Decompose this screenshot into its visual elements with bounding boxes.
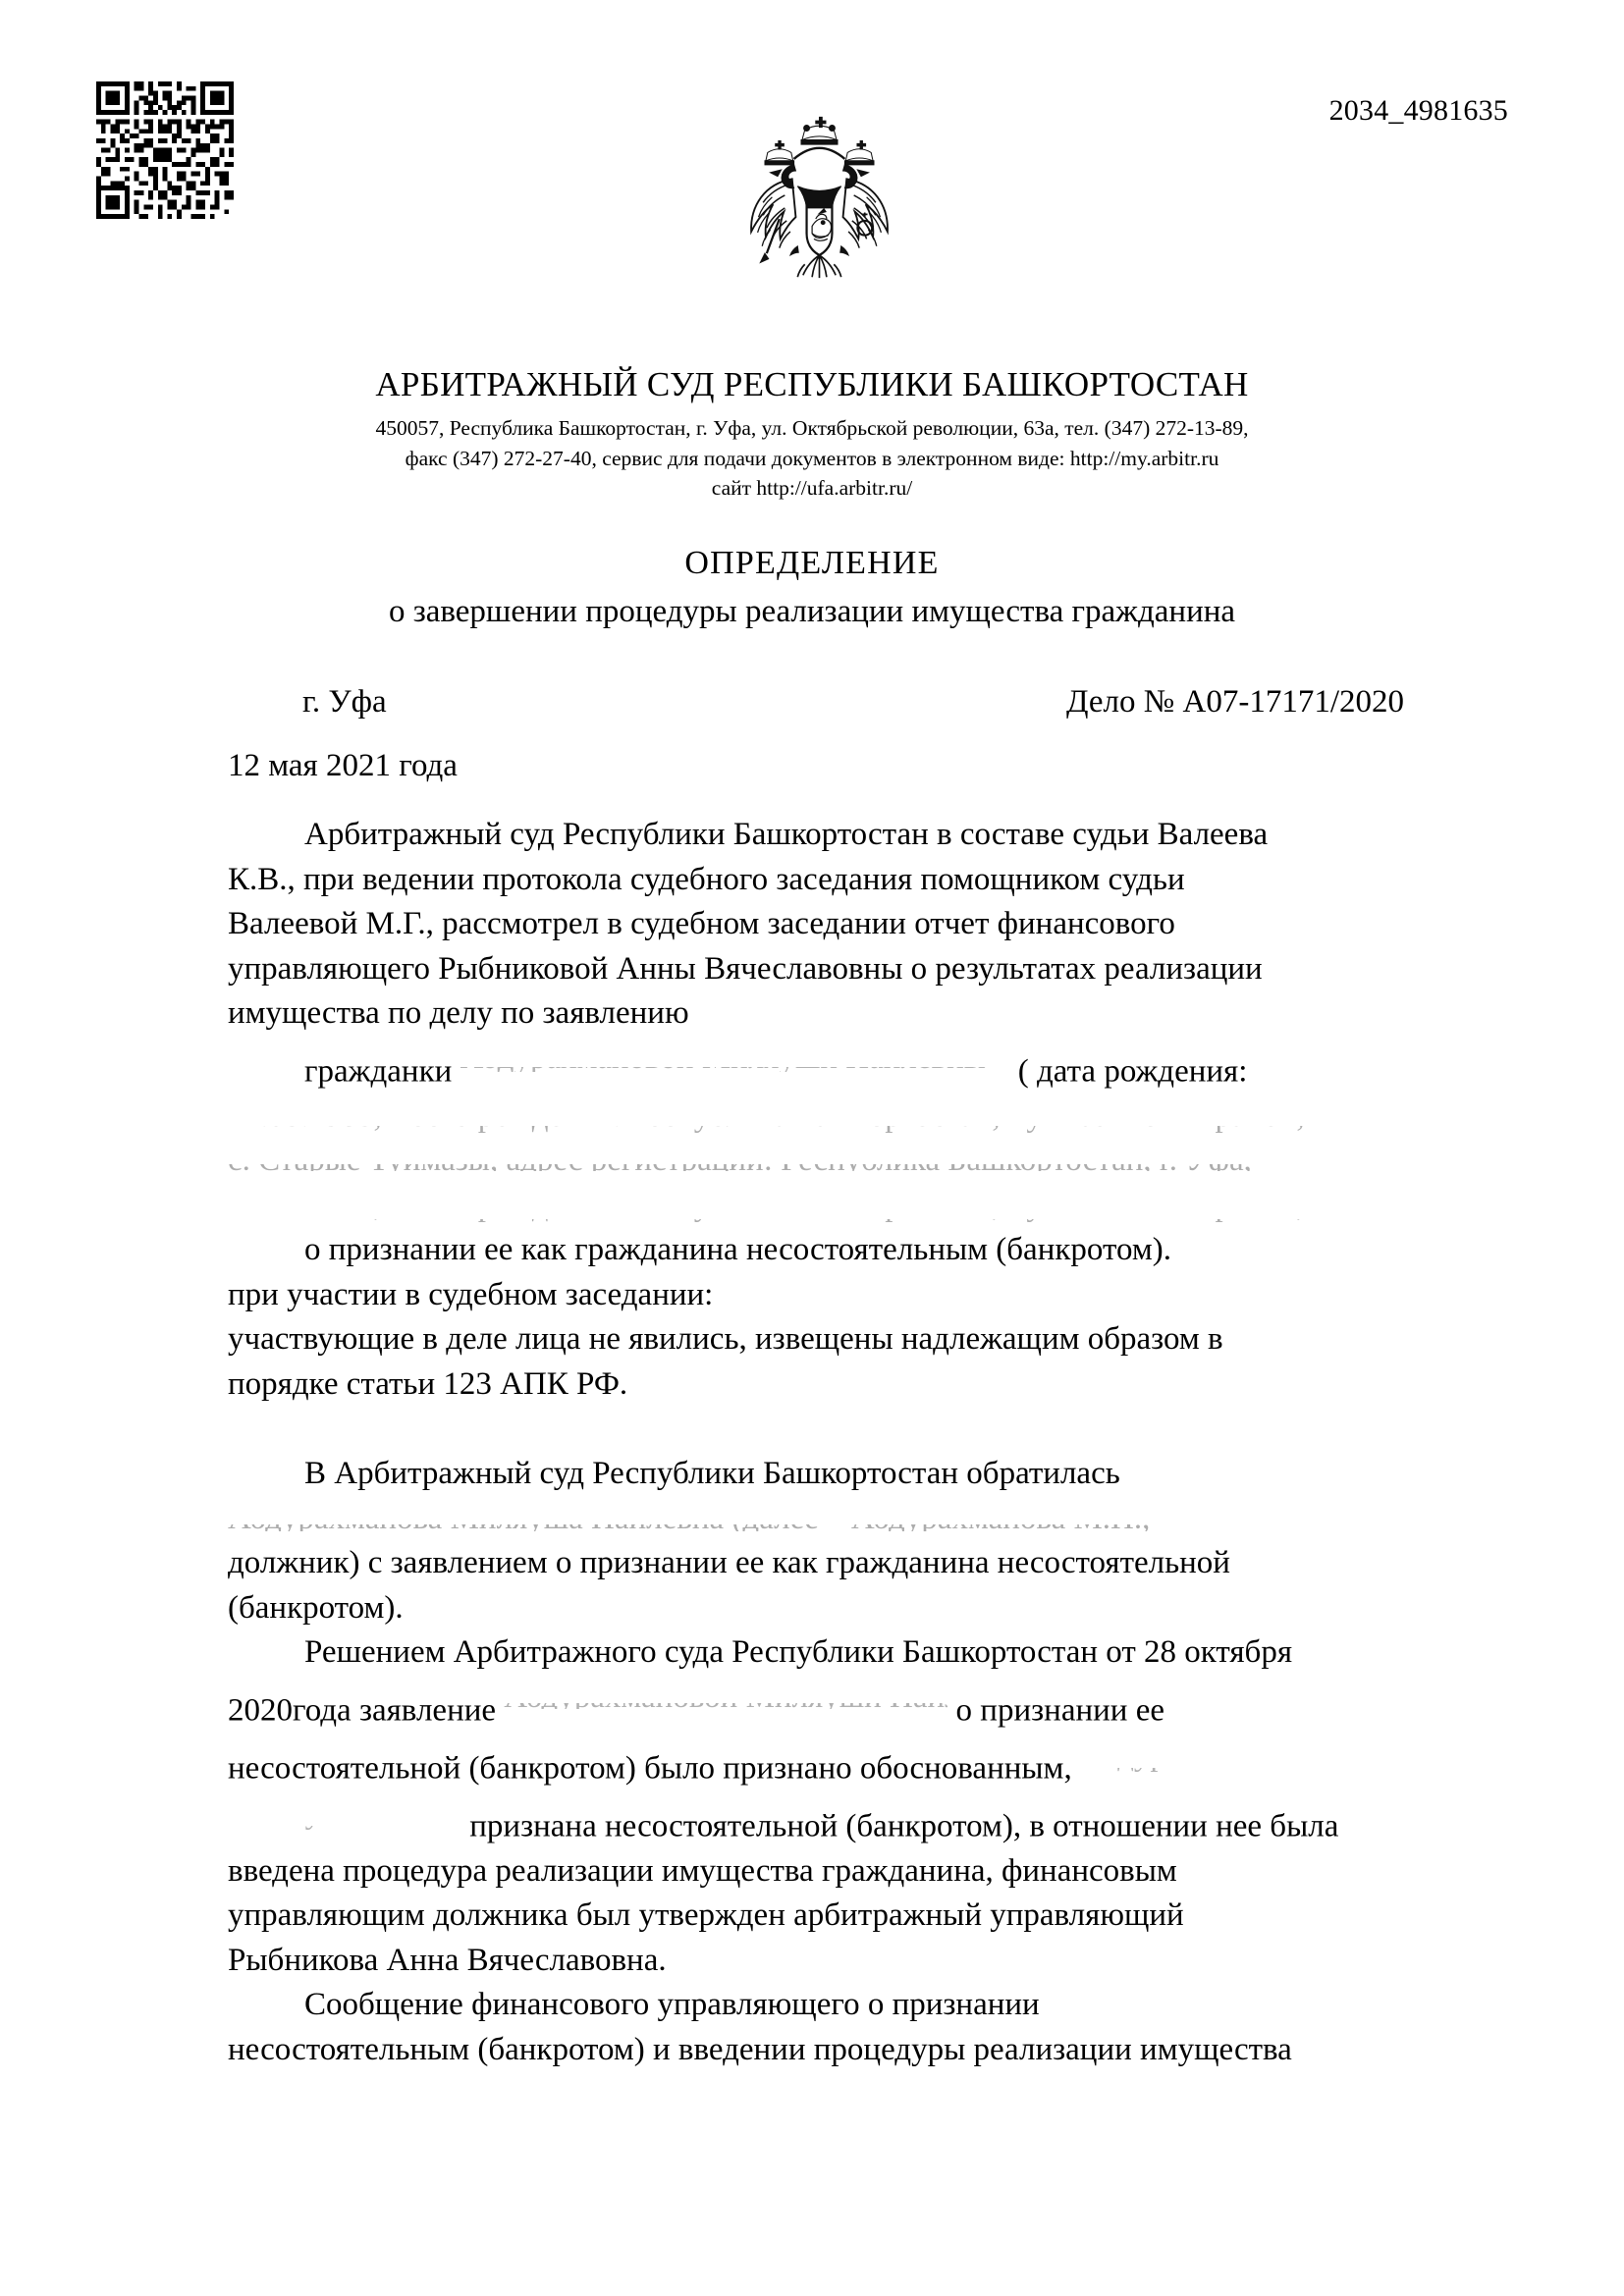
redacted-name-inline <box>504 1676 947 1721</box>
page-header-band <box>0 0 1624 294</box>
body-line-row <box>228 1939 1418 1984</box>
court-website-line: сайт http://ufa.arbitr.ru/ <box>711 476 913 501</box>
paragraph-composition <box>228 813 1418 858</box>
redaction-mask <box>1080 1734 1333 1768</box>
body-line: введена процедура реализации имущества гражданина, финансовым <box>228 1852 1177 1889</box>
court-address-line: 450057, Республика Башкортостан, г. Уфа, ул. Октябрьской революции, 63а, тел. (347) 272-13-89, <box>375 416 1249 441</box>
body-line-row <box>228 1273 1418 1318</box>
case-city: г. Уфа <box>302 684 387 720</box>
body-line: несостоятельной (банкротом) было признано обоснованным, <box>228 1750 1072 1786</box>
document-body <box>228 813 1418 2072</box>
redaction-mask <box>228 1497 1418 1525</box>
document-title-block <box>0 545 1624 630</box>
paragraph-spacer <box>228 1407 1418 1452</box>
birthdate-label: ( дата рождения: <box>1017 1053 1248 1089</box>
document-code: 2034_4981635 <box>1328 94 1508 127</box>
redaction-mask <box>504 1709 947 1720</box>
paragraph-application <box>228 1452 1418 1497</box>
redaction-mask <box>228 1171 1418 1184</box>
case-number: Дело № А07-17171/2020 <box>1065 684 1404 720</box>
redaction-mask <box>228 1184 1418 1219</box>
body-line: признана несостоятельной (банкротом), в отношении нее была <box>469 1808 1339 1843</box>
body-line: участвующие в деле лица не явились, извещены надлежащим образом в <box>228 1321 1223 1357</box>
body-line-row <box>228 991 1418 1037</box>
redaction-mask <box>228 1833 461 1836</box>
document-subtitle: о завершении процедуры реализации имущества гражданина <box>388 594 1236 629</box>
debtor-prefix: гражданки <box>304 1053 453 1089</box>
court-name: АРБИТРАЖНЫЙ СУД РЕСПУБЛИКИ БАШКОРТОСТАН <box>375 365 1249 403</box>
court-header <box>0 365 1624 504</box>
body-line: Сообщение финансового управляющего о признании <box>304 1987 1040 2022</box>
body-line: Рыбникова Анна Вячеславовна. <box>228 1942 667 1978</box>
body-line-row <box>228 1317 1418 1362</box>
body-line: имущества по делу по заявлению <box>228 995 689 1031</box>
body-line-row <box>228 1849 1418 1895</box>
decision-line-recognised <box>228 1734 1418 1791</box>
decision-suffix: о признании ее <box>955 1692 1164 1728</box>
decision-prefix: 2020года заявление <box>228 1692 497 1728</box>
redaction-mask <box>228 1139 1418 1164</box>
court-contacts <box>0 413 1624 504</box>
body-line-row <box>228 1541 1418 1586</box>
body-line-row <box>228 947 1418 992</box>
redaction-mask <box>460 1037 1010 1068</box>
document-date: 12 мая 2021 года <box>228 748 458 783</box>
decision-line-bankrupt <box>228 1791 1418 1849</box>
body-line-row <box>228 902 1418 947</box>
body-line-row <box>228 858 1418 903</box>
body-line-row <box>228 2028 1418 2073</box>
body-line: управляющего Рыбниковой Анны Вячеславовны о результатах реализации <box>228 950 1263 987</box>
case-header-row <box>228 684 1416 721</box>
redaction-mask <box>504 1676 947 1703</box>
redacted-applicant-line <box>228 1497 1418 1542</box>
body-line: (банкротом). <box>228 1589 404 1626</box>
decision-line-with-redaction <box>228 1676 1418 1734</box>
redacted-identity-line-a <box>228 1095 1418 1140</box>
body-line: должник) с заявлением о признании ее как гражданина несостоятельной <box>228 1545 1230 1580</box>
body-line: при участии в судебном заседании: <box>228 1276 714 1312</box>
paragraph-debtor-identity <box>228 1037 1418 1095</box>
redaction-mask <box>1080 1775 1333 1778</box>
body-line: управляющим должника был утвержден арбитражный управляющий <box>228 1897 1184 1933</box>
body-line: К.В., при ведении протокола судебного заседания помощником судьи <box>228 861 1185 897</box>
paragraph-decision <box>228 1630 1418 1676</box>
page-title: ОПРЕДЕЛЕНИЕ <box>684 545 940 581</box>
paragraph-notice <box>228 1983 1418 2028</box>
redaction-mask <box>228 1791 461 1826</box>
redaction-mask <box>228 1531 1418 1541</box>
redacted-identity-line-b <box>228 1139 1418 1184</box>
body-line: о признании ее как гражданина несостоятельным (банкротом). <box>304 1232 1171 1267</box>
redaction-mask <box>460 1072 1010 1081</box>
body-line: Решением Арбитражного суда Республики Башкортостан от 28 октября <box>304 1634 1293 1670</box>
body-line: Валеевой М.Г., рассмотрел в судебном заседании отчет финансового <box>228 906 1175 941</box>
redaction-mask <box>228 1095 1418 1127</box>
body-line: порядке статьи 123 АПК РФ. <box>228 1365 628 1402</box>
qr-code-icon <box>96 81 234 219</box>
body-line: несостоятельным (банкротом) и введении процедуры реализации имущества <box>228 2031 1292 2067</box>
body-line: В Арбитражный суд Республики Башкортостан обратилась <box>304 1456 1120 1491</box>
body-line: Арбитражный суд Республики Башкортостан в составе судьи Валеева <box>304 817 1269 852</box>
body-line-row <box>228 1586 1418 1631</box>
redacted-debtor-name <box>460 1037 1010 1082</box>
redaction-mask <box>228 1224 1418 1228</box>
court-fax-line: факс (347) 272-27-40, сервис для подачи документов в электронном виде: http://my.arbitr.ru <box>405 446 1219 470</box>
redacted-identity-line-c <box>228 1184 1418 1229</box>
redacted-name-inline <box>228 1791 461 1837</box>
russian-coat-of-arms-icon <box>729 110 910 292</box>
paragraph-claim <box>228 1228 1418 1273</box>
body-line-row <box>228 1362 1418 1408</box>
redacted-name-inline <box>1080 1734 1333 1779</box>
body-line-row <box>228 1894 1418 1939</box>
